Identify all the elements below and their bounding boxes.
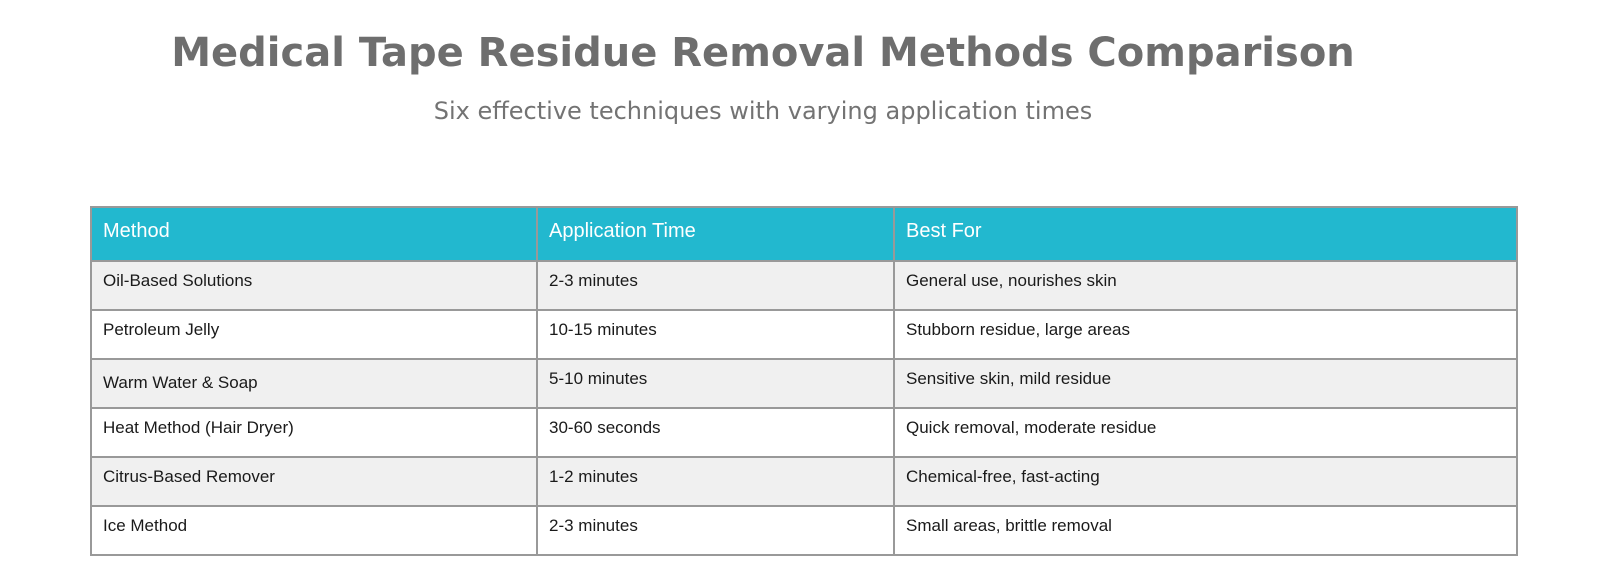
table-row bbox=[91, 359, 1517, 408]
table-row bbox=[91, 408, 1517, 457]
cell-best-for: Sensitive skin, mild residue bbox=[894, 359, 1517, 408]
cell-best-for: Quick removal, moderate residue bbox=[894, 408, 1517, 457]
comparison-table bbox=[90, 206, 1518, 556]
cell-method: Citrus-Based Remover bbox=[91, 457, 537, 506]
cell-method: Petroleum Jelly bbox=[91, 310, 537, 359]
cell-best-for: Chemical-free, fast-acting bbox=[894, 457, 1517, 506]
cell-method: Ice Method bbox=[91, 506, 537, 555]
cell-application-time: 5-10 minutes bbox=[537, 359, 894, 408]
cell-application-time: 30-60 seconds bbox=[537, 408, 894, 457]
table-header-row bbox=[91, 207, 1517, 261]
chart-title: Medical Tape Residue Removal Methods Comparison bbox=[171, 30, 1355, 76]
chart-subtitle: Six effective techniques with varying application times bbox=[433, 97, 1093, 125]
cell-application-time: 1-2 minutes bbox=[537, 457, 894, 506]
cell-best-for: Stubborn residue, large areas bbox=[894, 310, 1517, 359]
cell-method: Heat Method (Hair Dryer) bbox=[91, 408, 537, 457]
cell-method: Warm Water & Soap bbox=[91, 359, 537, 408]
column-header-method: Method bbox=[91, 207, 537, 261]
table-row bbox=[91, 310, 1517, 359]
cell-application-time: 2-3 minutes bbox=[537, 261, 894, 310]
table-row bbox=[91, 506, 1517, 555]
table-row bbox=[91, 261, 1517, 310]
table-row bbox=[91, 457, 1517, 506]
column-header-best-for: Best For bbox=[894, 207, 1517, 261]
cell-application-time: 10-15 minutes bbox=[537, 310, 894, 359]
cell-method: Oil-Based Solutions bbox=[91, 261, 537, 310]
cell-best-for: General use, nourishes skin bbox=[894, 261, 1517, 310]
column-header-application-time: Application Time bbox=[537, 207, 894, 261]
cell-application-time: 2-3 minutes bbox=[537, 506, 894, 555]
cell-best-for: Small areas, brittle removal bbox=[894, 506, 1517, 555]
comparison-table-container bbox=[90, 206, 1516, 556]
